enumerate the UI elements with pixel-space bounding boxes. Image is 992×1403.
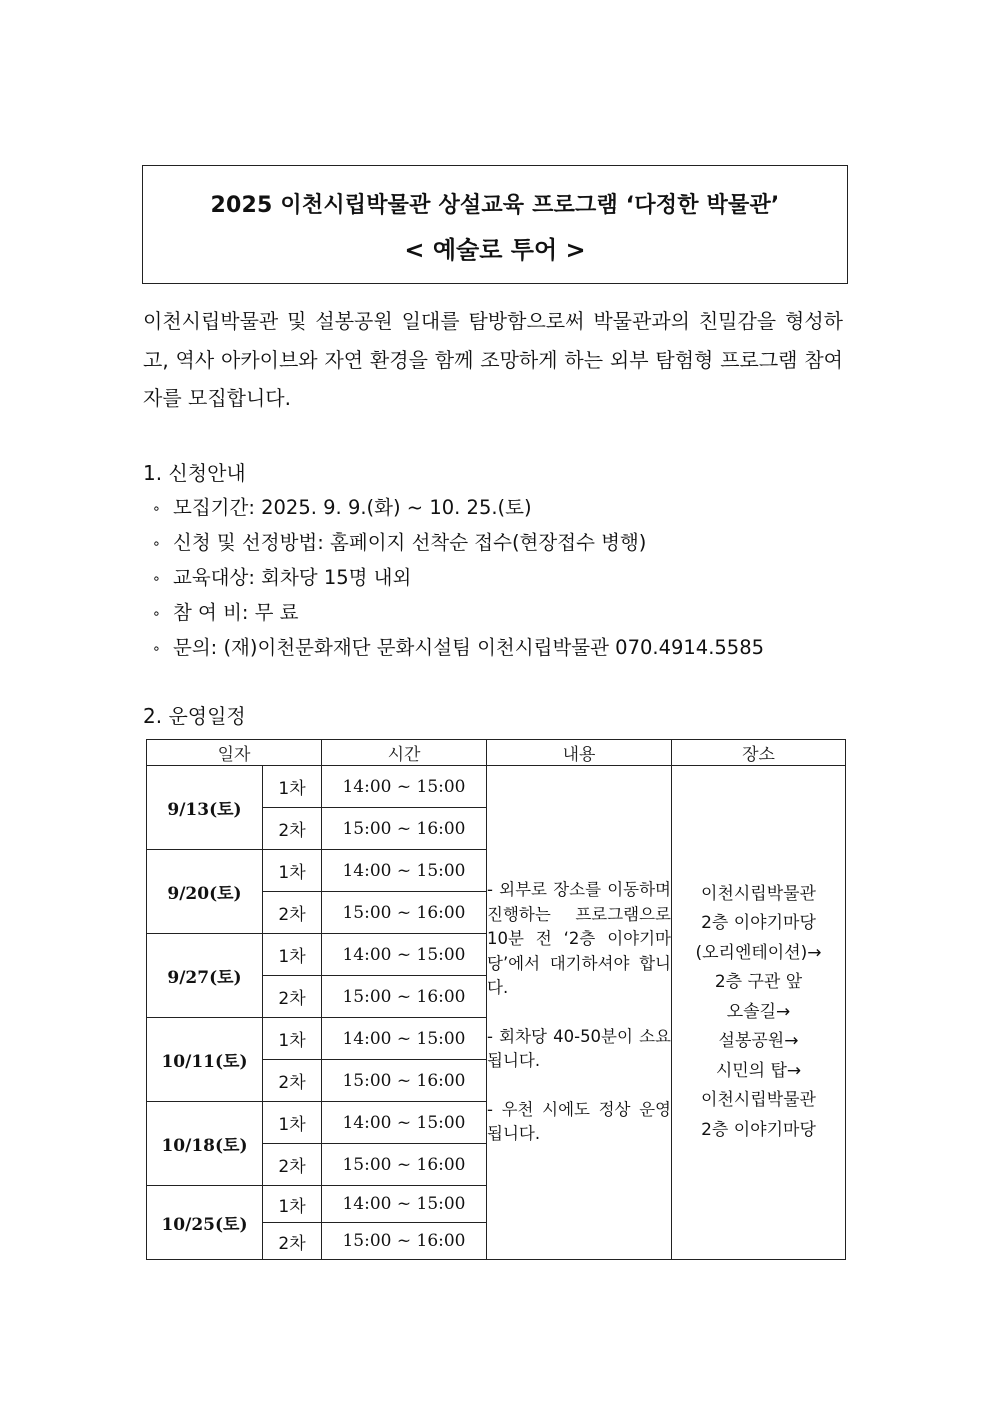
round-time: 15:00 ~ 16:00	[322, 1223, 487, 1260]
round-time: 15:00 ~ 16:00	[322, 892, 487, 934]
content-cell	[487, 766, 672, 1260]
header-date: 일자	[147, 740, 322, 766]
round-time: 14:00 ~ 15:00	[322, 1186, 487, 1223]
round-time: 14:00 ~ 15:00	[322, 850, 487, 892]
header-place: 장소	[672, 740, 846, 766]
round-label: 2차	[263, 1060, 322, 1102]
recruitment-period: 모집기간: 2025. 9. 9.(화) ~ 10. 25.(토)	[173, 496, 532, 519]
bullet-icon: ∘	[152, 571, 161, 587]
place-line: 2층 이야기마당	[701, 913, 816, 934]
place-line: 2층 이야기마당	[701, 1119, 816, 1140]
content-note-waiting: - 외부로 장소를 이동하며 진행하는 프로그램으로 10분 전 ‘2층 이야기마당’에서 대기하셔야 합니다.	[487, 880, 671, 998]
bullet-icon: ∘	[152, 641, 161, 657]
session-date: 9/13(토)	[147, 766, 263, 850]
round-label: 1차	[263, 1186, 322, 1223]
place-line: 이천시립박물관	[701, 1090, 816, 1111]
round-label: 2차	[263, 1223, 322, 1260]
header-time: 시간	[322, 740, 487, 766]
table-header-row	[147, 740, 846, 766]
place-line: 설봉공원→	[718, 1031, 799, 1052]
round-time: 14:00 ~ 15:00	[322, 1102, 487, 1144]
place-line: 시민의 탑→	[715, 1060, 802, 1081]
list-item	[152, 490, 764, 525]
round-label: 2차	[263, 976, 322, 1018]
content-note-weather: - 우천 시에도 정상 운영됩니다.	[487, 1099, 671, 1144]
header-content: 내용	[487, 740, 672, 766]
round-label: 1차	[263, 934, 322, 976]
round-label: 1차	[263, 850, 322, 892]
round-label: 1차	[263, 1102, 322, 1144]
round-time: 14:00 ~ 15:00	[322, 934, 487, 976]
place-line: (오리엔테이션)→	[695, 942, 822, 963]
session-date: 10/25(토)	[147, 1186, 263, 1260]
list-item	[152, 630, 764, 665]
section-heading-application: 1. 신청안내	[143, 461, 246, 485]
bullet-icon: ∘	[152, 606, 161, 622]
place-line: 오솔길→	[726, 1001, 791, 1022]
title-box	[142, 165, 848, 284]
place-cell	[672, 766, 846, 1260]
list-item	[152, 560, 764, 595]
session-date: 9/20(토)	[147, 850, 263, 934]
session-date: 10/11(토)	[147, 1018, 263, 1102]
bullet-icon: ∘	[152, 501, 161, 517]
list-item	[152, 525, 764, 560]
round-time: 15:00 ~ 16:00	[322, 808, 487, 850]
round-label: 2차	[263, 1144, 322, 1186]
section-heading-schedule: 2. 운영일정	[143, 704, 246, 728]
program-name: < 예술로 투어 >	[404, 236, 586, 264]
round-time: 15:00 ~ 16:00	[322, 1144, 487, 1186]
document-title: 2025 이천시립박물관 상설교육 프로그램 ‘다정한 박물관’	[210, 193, 780, 218]
participation-fee: 참 여 비: 무 료	[173, 601, 299, 624]
place-line: 이천시립박물관	[701, 883, 816, 904]
round-label: 2차	[263, 892, 322, 934]
place-line: 2층 구관 앞	[714, 972, 803, 993]
bullet-icon: ∘	[152, 536, 161, 552]
round-time: 14:00 ~ 15:00	[322, 766, 487, 808]
schedule-table	[146, 739, 846, 1260]
round-time: 15:00 ~ 16:00	[322, 976, 487, 1018]
session-date: 9/27(토)	[147, 934, 263, 1018]
table-row	[147, 766, 846, 808]
round-label: 1차	[263, 766, 322, 808]
round-label: 1차	[263, 1018, 322, 1060]
list-item	[152, 595, 764, 630]
session-date: 10/18(토)	[147, 1102, 263, 1186]
round-time: 15:00 ~ 16:00	[322, 1060, 487, 1102]
intro-paragraph: 이천시립박물관 및 설봉공원 일대를 탐방함으로써 박물관과의 친밀감을 형성하고, 역사 아카이브와 자연 환경을 함께 조망하게 하는 외부 탐험형 프로그램 참여자를 모집합니다.	[143, 309, 843, 410]
round-label: 2차	[263, 808, 322, 850]
round-time: 14:00 ~ 15:00	[322, 1018, 487, 1060]
application-info-list	[152, 490, 764, 665]
content-note-duration: - 회차당 40-50분이 소요됩니다.	[487, 1026, 671, 1071]
contact-info: 문의: (재)이천문화재단 문화시설팀 이천시립박물관 070.4914.5585	[173, 636, 765, 659]
target-audience: 교육대상: 회차당 15명 내외	[173, 566, 412, 589]
selection-method: 신청 및 선정방법: 홈페이지 선착순 접수(현장접수 병행)	[173, 531, 647, 554]
